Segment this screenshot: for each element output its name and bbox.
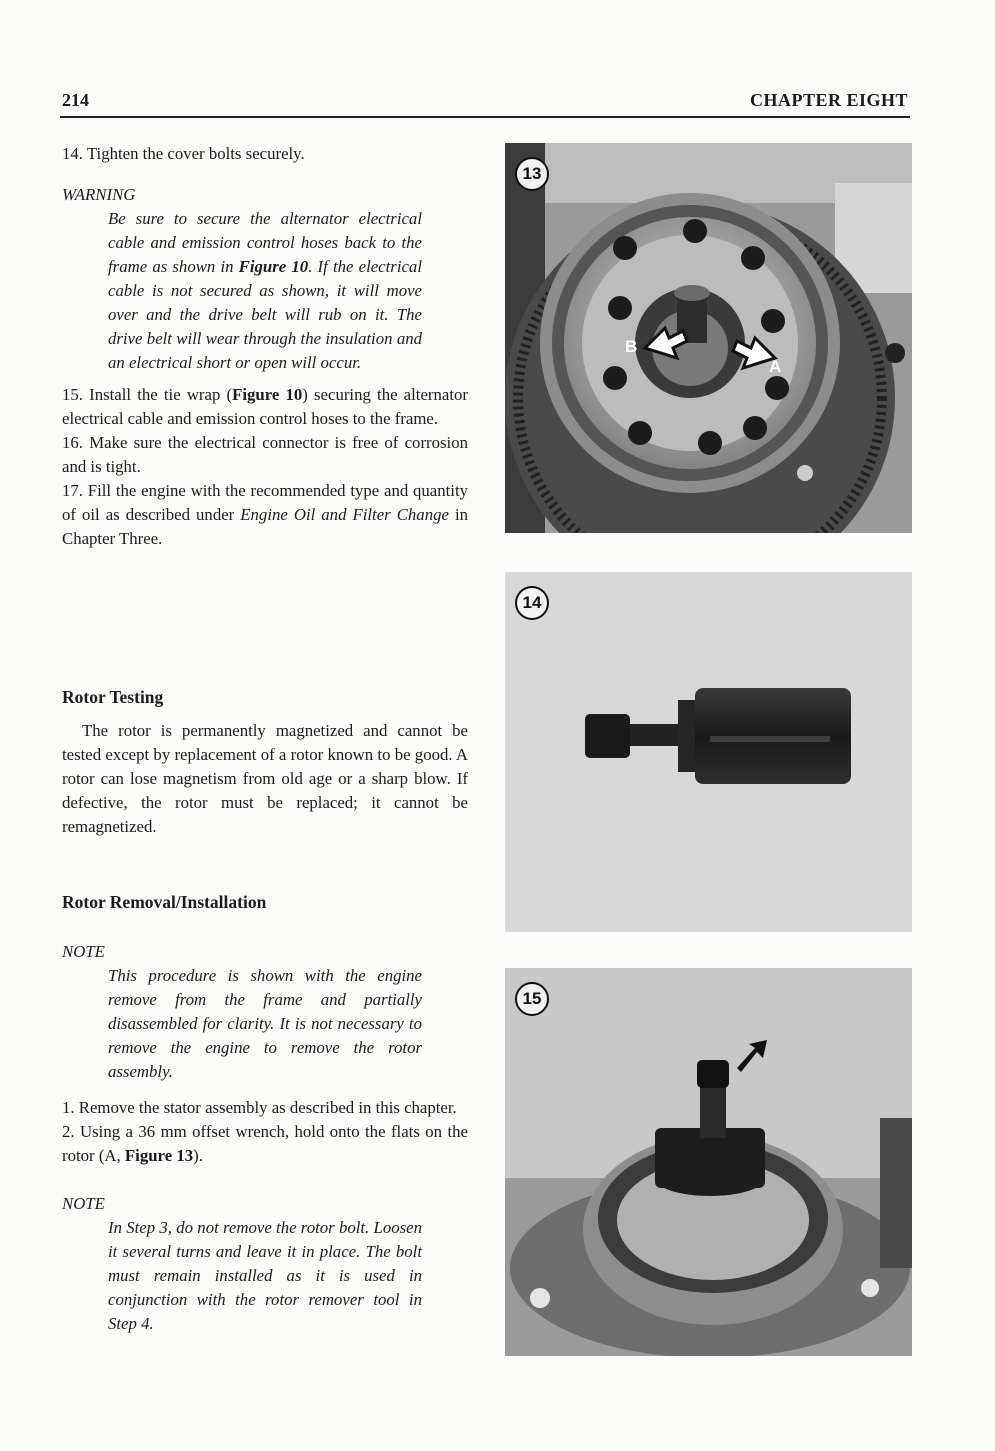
step-17 bbox=[62, 479, 468, 551]
step-17-text-b: in Chapter Three. bbox=[62, 505, 468, 548]
warning-block bbox=[108, 207, 422, 375]
figure-15-photo bbox=[505, 968, 912, 1356]
rotor-testing-heading: Rotor Testing bbox=[62, 687, 164, 707]
page-number: 214 bbox=[62, 90, 89, 110]
note-2-body: In Step 3, do not remove the rotor bolt. Loosen it several turns and leave it in place. The bolt must remain installed as it is used in conjunction with the rotor remover tool in Step 4. bbox=[108, 1218, 422, 1333]
figure-15-image bbox=[505, 968, 912, 1356]
figure-15-number: 15 bbox=[515, 982, 549, 1016]
rotor-removal-heading: Rotor Removal/Installation bbox=[62, 892, 267, 912]
step-14: 14. Tighten the cover bolts securely. bbox=[62, 144, 305, 163]
step-15-figure-ref: Figure 10 bbox=[232, 385, 303, 404]
figure-13-number: 13 bbox=[515, 157, 549, 191]
note-1-block bbox=[108, 964, 422, 1084]
removal-step-1: 1. Remove the stator assembly as described in this chapter. bbox=[62, 1098, 457, 1117]
note-1-title: NOTE bbox=[62, 942, 105, 961]
rotor-testing-body: The rotor is permanently magnetized and cannot be tested except by replacement of a rotor known to be good. A rotor can lose magnetism from old age or a sharp blow. If defective, the rotor must be replaced; it cannot be remagnetized. bbox=[62, 721, 468, 836]
note-2-title: NOTE bbox=[62, 1194, 105, 1213]
removal-step-2-figure-ref: Figure 13 bbox=[124, 1146, 194, 1165]
figure-13-image bbox=[505, 143, 912, 533]
figure-13-label-a: A bbox=[769, 357, 782, 376]
note-2-block bbox=[108, 1216, 422, 1336]
figure-14-photo bbox=[505, 572, 912, 932]
warning-text-1: Be sure to secure the alternator electrical cable and emission control hoses back to the frame as shown in bbox=[108, 209, 422, 276]
warning-figure-ref: Figure 10 bbox=[238, 257, 309, 276]
step-15-text-b: ) securing the alternator electrical cable and emission control hoses to the frame. bbox=[62, 385, 468, 428]
text-column-upper bbox=[62, 142, 468, 551]
warning-text-2: . If the electrical cable is not secured as shown, it will move over and the drive belt will rub on it. The drive belt will wear through the insulation and an electrical short or open will occur. bbox=[108, 257, 422, 372]
step-15-text-a: 15. Install the tie wrap ( bbox=[62, 385, 233, 404]
step-17-text-a: 17. Fill the engine with the recommended type and quantity of oil as described under bbox=[62, 481, 468, 524]
chapter-title: CHAPTER EIGHT bbox=[749, 90, 908, 110]
removal-step-2 bbox=[62, 1120, 468, 1168]
rotor-removal-section bbox=[62, 890, 468, 1336]
step-16: 16. Make sure the electrical connector is free of corrosion and is tight. bbox=[62, 433, 468, 476]
figure-14-number: 14 bbox=[515, 586, 549, 620]
figure-14-image bbox=[505, 572, 912, 932]
figure-13-photo bbox=[505, 143, 912, 533]
warning-title: WARNING bbox=[62, 185, 136, 204]
step-17-reference: Engine Oil and Filter Change bbox=[240, 505, 449, 524]
rotor-testing-section bbox=[62, 685, 468, 839]
removal-step-2-text-a: 2. Using a 36 mm offset wrench, hold onto the flats on the rotor (A, bbox=[62, 1122, 468, 1165]
note-1-body: This procedure is shown with the engine remove from the frame and partially disassembled for clarity. It is not necessary to remove the engine to remove the rotor assembly. bbox=[108, 966, 422, 1081]
figure-13-label-b: B bbox=[625, 337, 638, 356]
removal-step-2-text-b: ). bbox=[193, 1146, 203, 1165]
page-header bbox=[60, 88, 910, 118]
step-15 bbox=[62, 383, 468, 431]
